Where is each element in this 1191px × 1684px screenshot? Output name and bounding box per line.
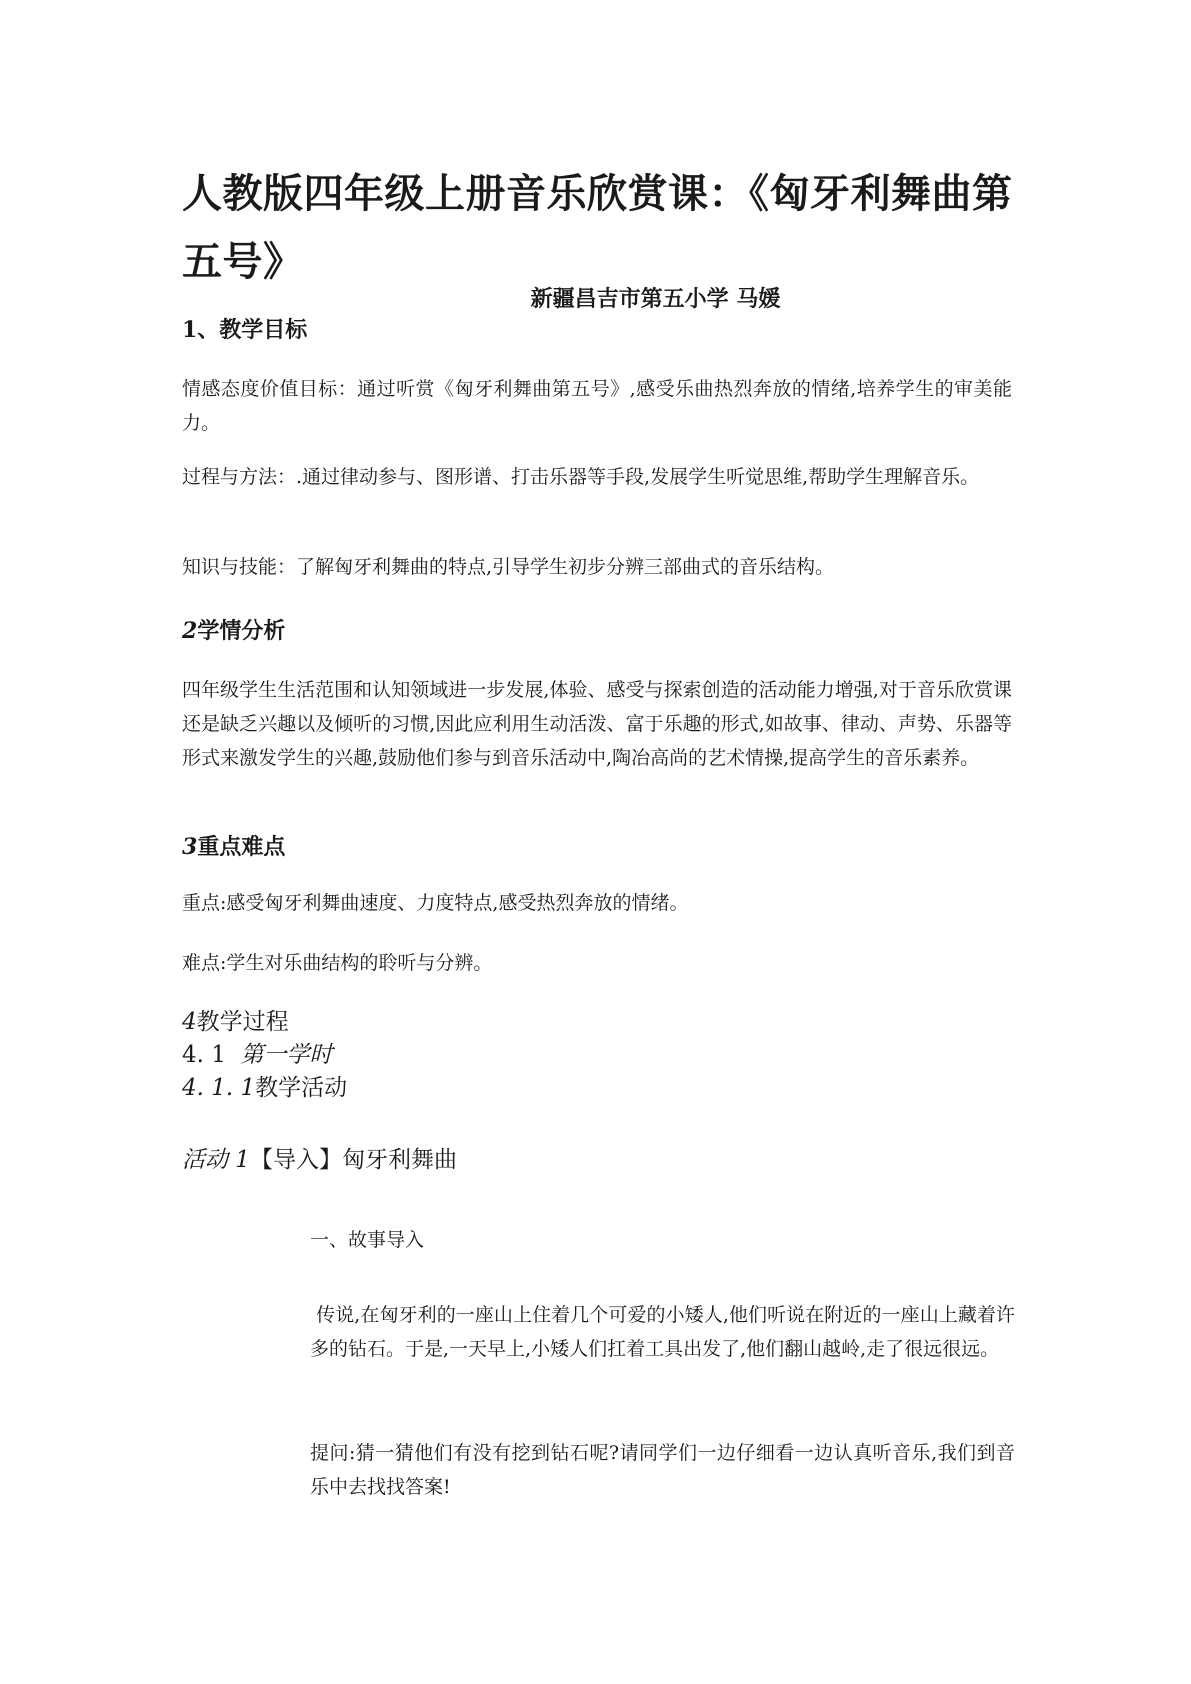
document-author: 新疆昌吉市第五小学 马媛 (530, 286, 781, 312)
story-heading: 一、故事导入 (310, 1229, 425, 1251)
section-2-title: 学情分析 (197, 618, 286, 644)
section-1-paragraph-2: 过程与方法：.通过律动参与、图形谱、打击乐器等手段,发展学生听觉思维,帮助学生理解音乐。 (182, 466, 980, 488)
section-3-paragraph-2: 难点:学生对乐曲结构的聆听与分辨。 (182, 952, 493, 974)
section-3-number: 3 (182, 834, 198, 860)
section-4-number: 4 (182, 1009, 197, 1035)
subsection-4-1-1-label: 教学活动 (255, 1075, 348, 1101)
section-4-heading (182, 1006, 289, 1039)
section-1-paragraph-3: 知识与技能：了解匈牙利舞曲的特点,引导学生初步分辨三部曲式的音乐结构。 (182, 556, 835, 578)
subsection-4-1-number: 4. 1 (182, 1042, 226, 1068)
subsection-4-1-label: 第一学时 (240, 1042, 333, 1068)
document-title: 人教版四年级上册音乐欣赏课：《匈牙利舞曲第五号》 (182, 170, 1013, 285)
section-2-heading (182, 614, 285, 645)
activity-1-prefix: 活动 1 (182, 1147, 250, 1173)
section-3-heading (182, 830, 285, 861)
section-1-paragraph-1: 情感态度价值目标：通过听赏《匈牙利舞曲第五号》,感受乐曲热烈奔放的情绪,培养学生的审美能力。 (182, 378, 1012, 434)
section-3-title: 重点难点 (197, 834, 286, 860)
subsection-4-1-1 (182, 1072, 347, 1105)
section-4-title: 教学过程 (196, 1009, 289, 1035)
section-3-paragraph-1: 重点:感受匈牙利舞曲速度、力度特点,感受热烈奔放的情绪。 (182, 892, 689, 914)
subsection-4-1-1-number: 4. 1. 1 (182, 1075, 256, 1101)
activity-1-label: 【导入】匈牙利舞曲 (249, 1147, 457, 1173)
section-1-heading: 1、教学目标 (182, 317, 308, 343)
story-paragraph: 传说,在匈牙利的一座山上住着几个可爱的小矮人,他们听说在附近的一座山上藏着许多的钻石。于是,一天早上,小矮人们扛着工具出发了,他们翻山越岭,走了很远很远。 (310, 1304, 1015, 1360)
subsection-4-1 (182, 1039, 333, 1072)
section-2-paragraph: 四年级学生生活范围和认知领域进一步发展,体验、感受与探索创造的活动能力增强,对于音乐欣赏课还是缺乏兴趣以及倾听的习惯,因此应利用生动活泼、富于乐趣的形式,如故事、律动、声势、乐器等形式来激发学生的兴趣,鼓励他们参与到音乐活动中,陶冶高尚的艺术情操,提高学生的音乐素养。 (182, 679, 1012, 769)
section-2-number: 2 (182, 618, 198, 644)
question-paragraph: 提问:猜一猜他们有没有挖到钻石呢?请同学们一边仔细看一边认真听音乐,我们到音乐中去找找答案! (310, 1442, 1015, 1498)
activity-1-heading (182, 1144, 457, 1177)
